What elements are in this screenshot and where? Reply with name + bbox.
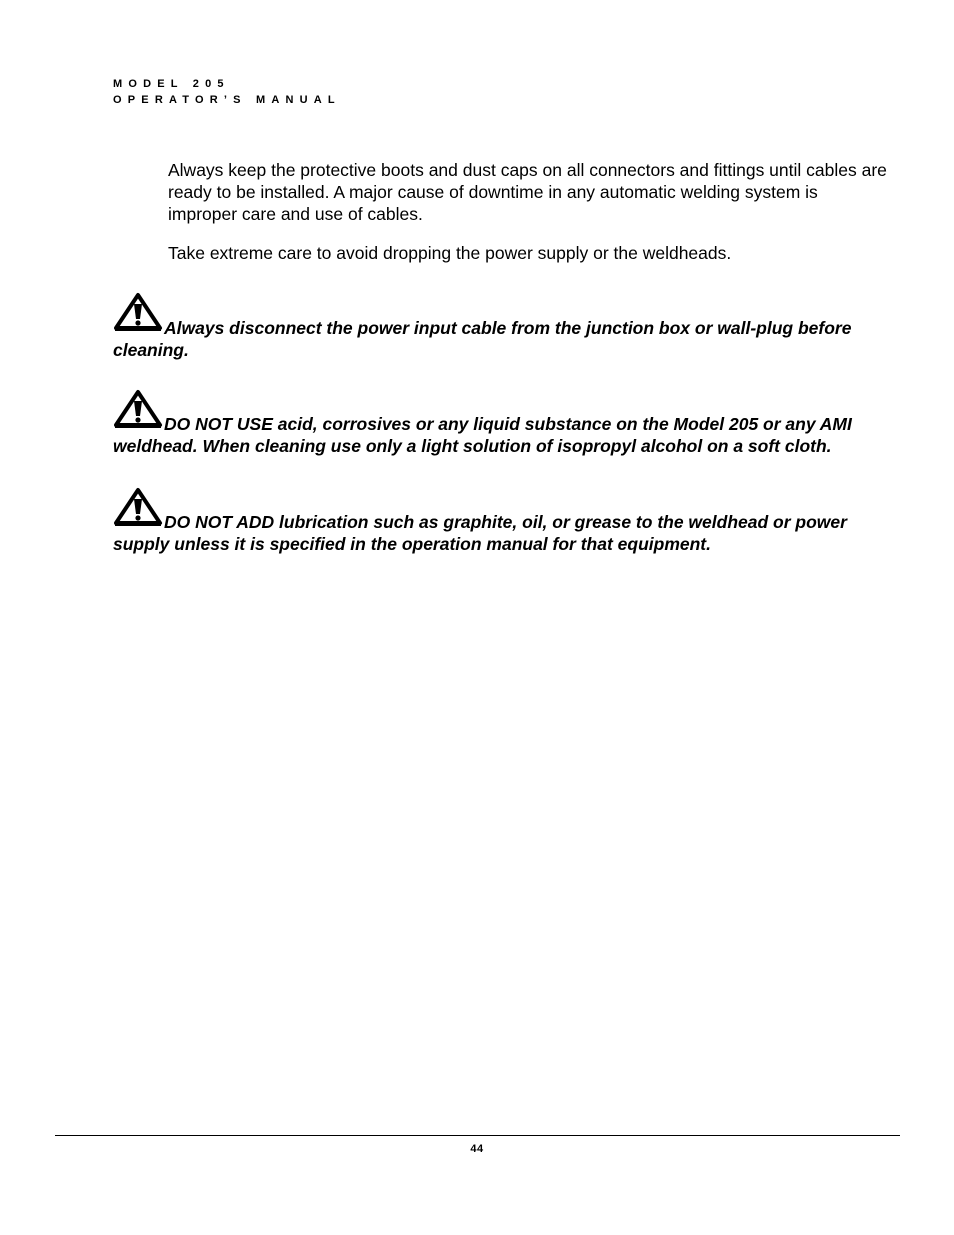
warning-disconnect-power xyxy=(113,317,903,361)
header-model: MODEL 205 xyxy=(113,78,230,90)
warning-no-acid-text: DO NOT USE acid, corrosives or any liquid substance on the Model 205 or any AMI weldhead. When cleaning use only a light solution of isopropyl alcohol on a soft cloth. xyxy=(113,414,852,456)
header-manual-title: OPERATOR’S MANUAL xyxy=(113,94,341,106)
footer-divider xyxy=(55,1135,900,1136)
warning-no-lubrication-text: DO NOT ADD lubrication such as graphite, oil, or grease to the weldhead or power supply unless it is specified in the operation manual for that equipment. xyxy=(113,512,847,554)
running-header xyxy=(113,76,341,108)
handling-paragraph: Take extreme care to avoid dropping the power supply or the weldheads. xyxy=(168,243,732,263)
warning-no-lubrication xyxy=(113,511,903,555)
cable-care-paragraph: Always keep the protective boots and dust caps on all connectors and fittings until cables are ready to be installed. A major cause of downtime in any automatic welding system is improper care and use of cables. xyxy=(168,160,887,224)
page-number: 44 xyxy=(470,1143,484,1155)
warning-disconnect-power-text: Always disconnect the power input cable from the junction box or wall-plug before cleaning. xyxy=(113,318,852,360)
warning-no-acid xyxy=(113,413,903,457)
